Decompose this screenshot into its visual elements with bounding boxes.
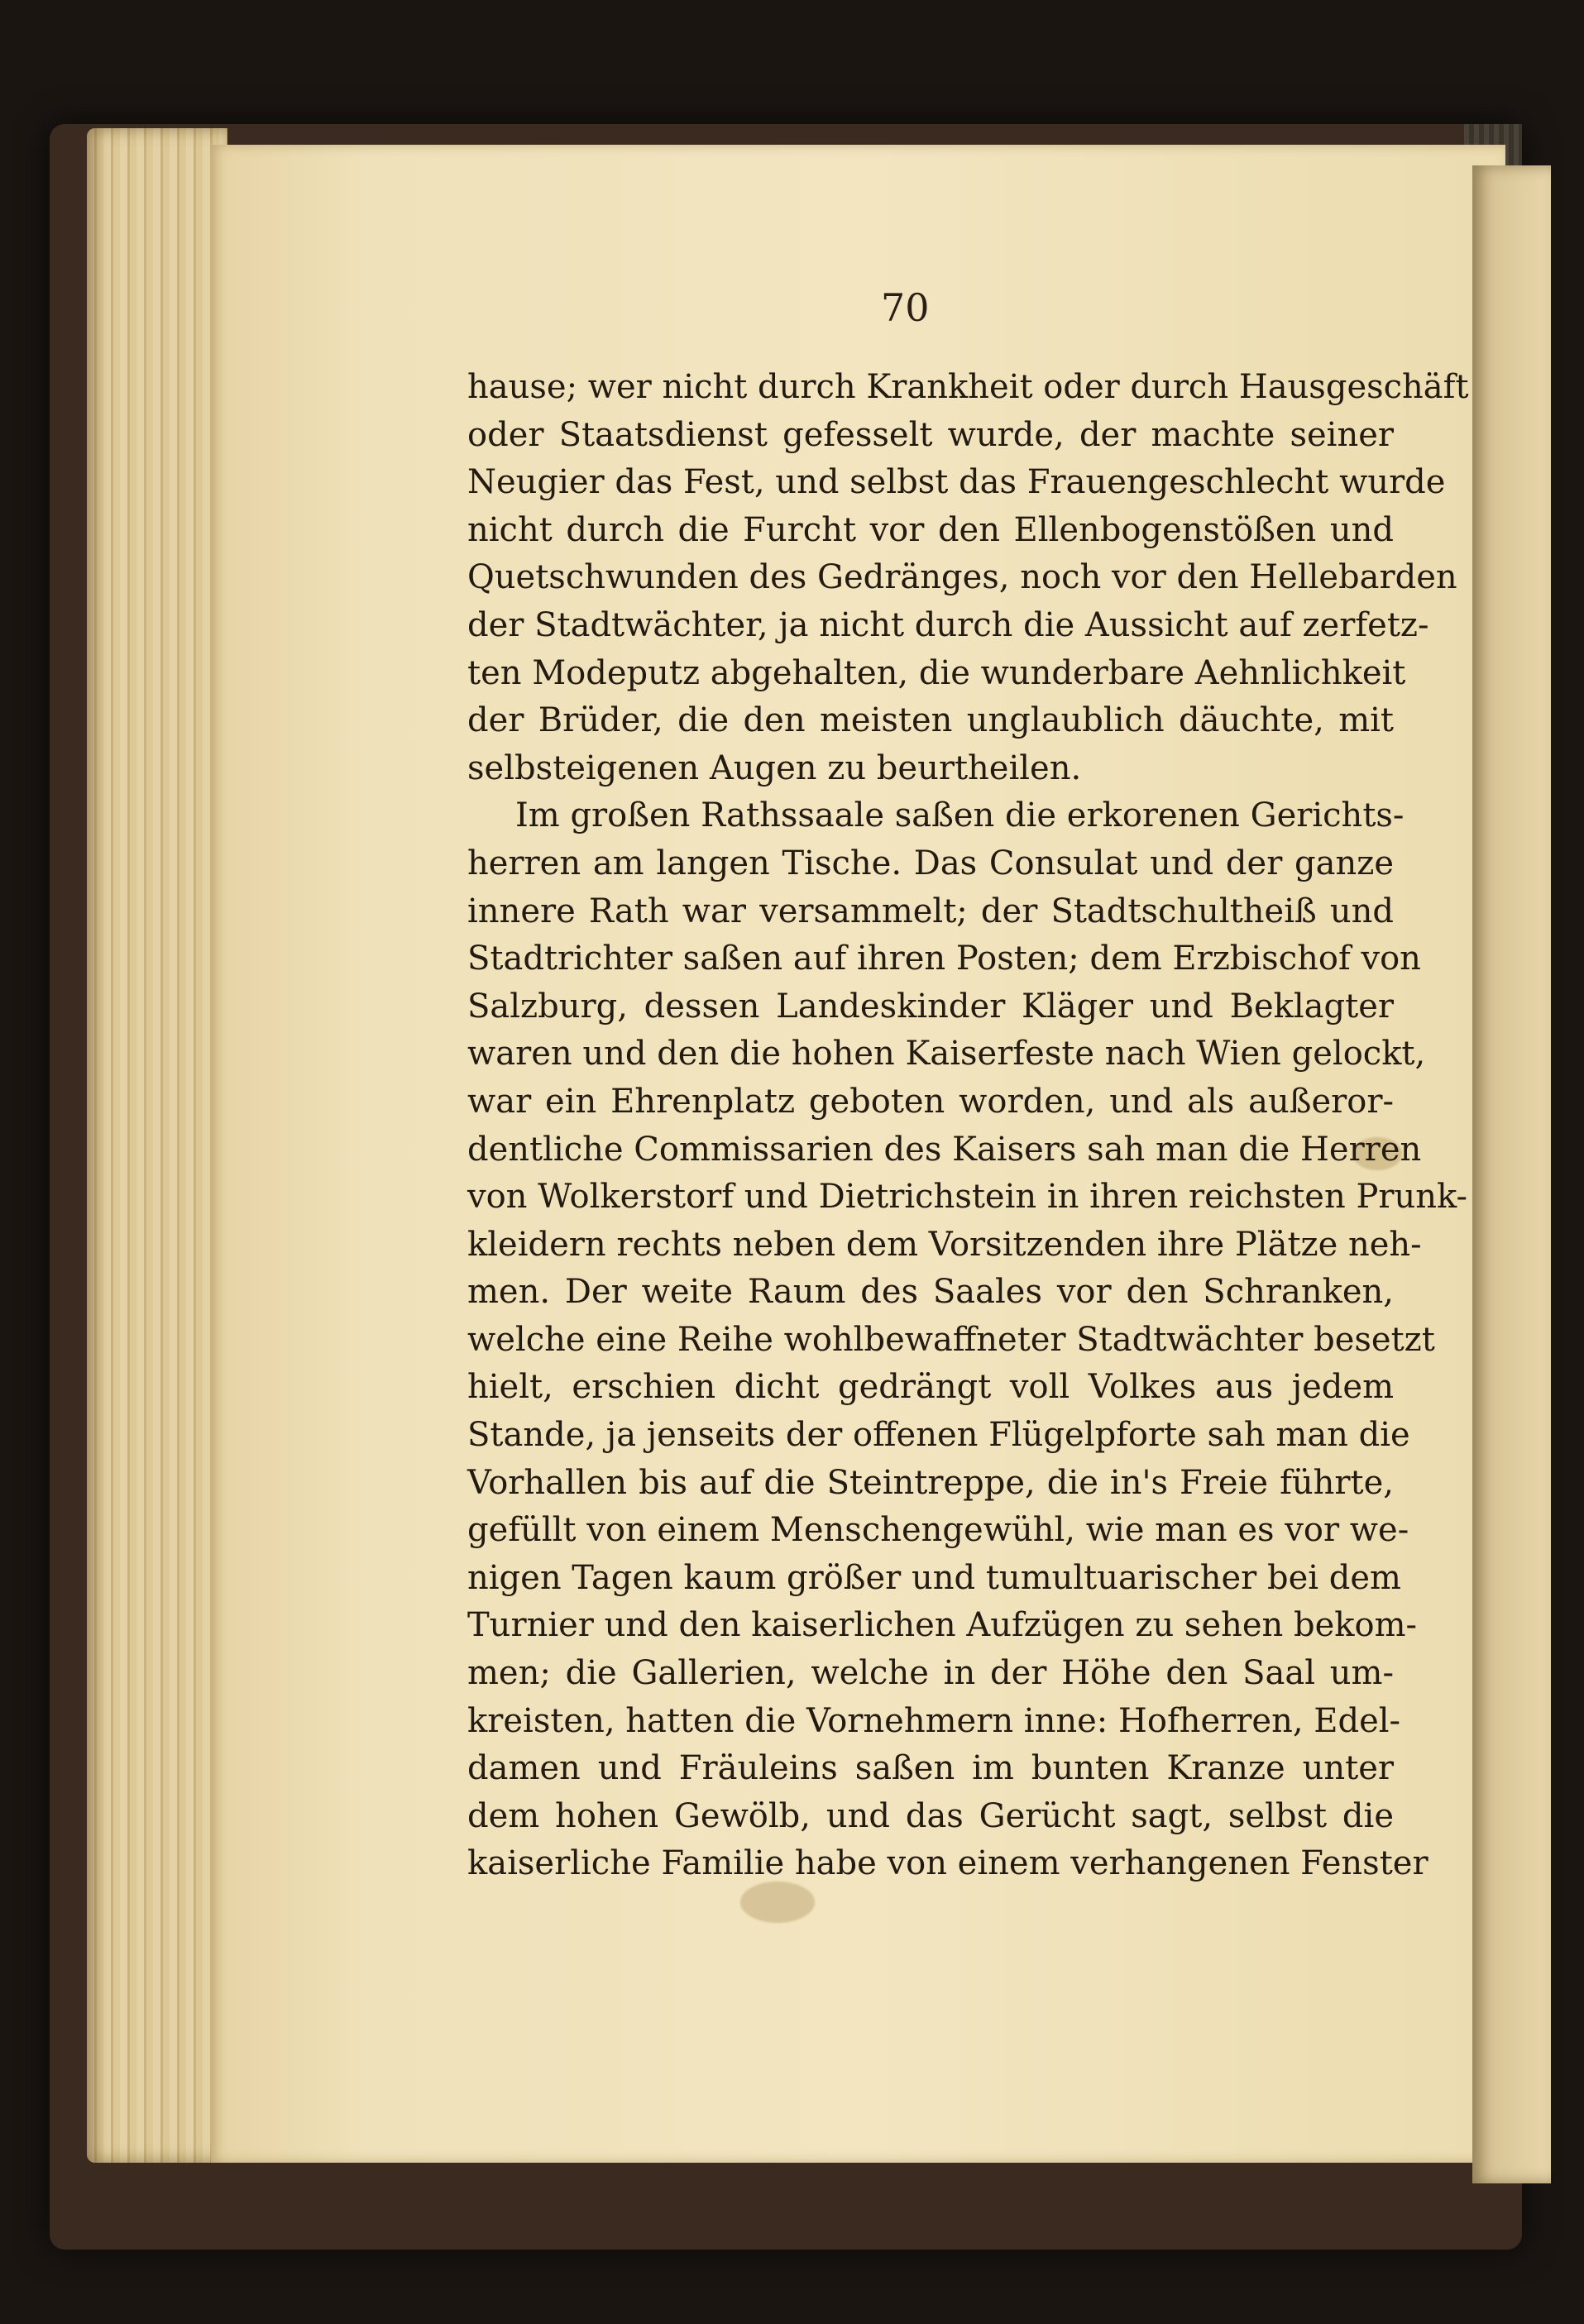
text-line: Stande, ja jenseits der offenen Flügelpforte sah man die <box>467 1416 1410 1455</box>
page-number: 70 <box>881 285 930 330</box>
text-line: herren am langen Tische. Das Consulat und der ganze <box>467 844 1394 882</box>
text-line: von Wolkerstorf und Dietrichstein in ihren reichsten Prunk- <box>467 1178 1468 1217</box>
text-line: welche eine Reihe wohlbewaffneter Stadtwächter besetzt <box>467 1320 1435 1359</box>
text-line: hielt, erschien dicht gedrängt voll Volkes aus jedem <box>467 1368 1394 1407</box>
text-line: dentliche Commissarien des Kaisers sah man die Herren <box>467 1130 1422 1169</box>
text-line: Salzburg, dessen Landeskinder Kläger und Beklagter <box>467 987 1394 1026</box>
text-line: nicht durch die Furcht vor den Ellenbogenstößen und <box>467 510 1394 549</box>
text-line: men; die Gallerien, welche in der Höhe den Saal um- <box>467 1654 1394 1693</box>
text-line: dem hohen Gewölb, und das Gerücht sagt, selbst die <box>467 1796 1394 1835</box>
text-line: hause; wer nicht durch Krankheit oder durch Hausgeschäft <box>467 368 1469 406</box>
text-line: Turnier und den kaiserlichen Aufzügen zu sehen bekom- <box>467 1606 1418 1645</box>
text-line: oder Staatsdienst gefesselt wurde, der machte seiner <box>467 415 1394 454</box>
text-line: waren und den die hohen Kaiserfeste nach Wien gelockt, <box>467 1035 1426 1074</box>
text-line: kreisten, hatten die Vornehmern inne: Hofherren, Edel- <box>467 1701 1401 1740</box>
text-line: selbsteigenen Augen zu beurtheilen. <box>467 748 1082 787</box>
text-line: nigen Tagen kaum größer und tumultuarischer bei dem <box>467 1558 1401 1597</box>
text-line: der Brüder, die den meisten unglaublich däuchte, mit <box>467 701 1394 740</box>
facing-page-edge <box>1472 165 1551 2183</box>
body-text <box>467 364 1469 1888</box>
text-line: Quetschwunden des Gedränges, noch vor den Hellebarden <box>467 558 1457 597</box>
text-line: gefüllt von einem Menschengewühl, wie man es vor we- <box>467 1511 1409 1550</box>
text-line: damen und Fräuleins saßen im bunten Kranze unter <box>467 1749 1394 1788</box>
text-line: kaiserliche Familie habe von einem verhangenen Fenster <box>467 1844 1428 1883</box>
text-line: Neugier das Fest, und selbst das Frauengeschlecht wurde <box>467 463 1446 502</box>
text-line: Im großen Rathssaale saßen die erkorenen Gerichts- <box>515 796 1405 835</box>
text-line: kleidern rechts neben dem Vorsitzenden ihre Plätze neh- <box>467 1225 1422 1264</box>
text-line: ten Modeputz abgehalten, die wunderbare Aehnlichkeit <box>467 653 1406 692</box>
text-line: Vorhallen bis auf die Steintreppe, die in's Freie führte, <box>467 1463 1394 1502</box>
text-line: war ein Ehrenplatz geboten worden, und als außeror- <box>467 1082 1394 1121</box>
text-line: der Stadtwächter, ja nicht durch die Aussicht auf zerfetz- <box>467 605 1429 644</box>
text-line: innere Rath war versammelt; der Stadtschultheiß und <box>467 892 1394 930</box>
page-edges <box>87 128 227 2163</box>
text-line: Stadtrichter saßen auf ihren Posten; dem Erzbischof von <box>467 940 1421 978</box>
text-line: men. Der weite Raum des Saales vor den Schranken, <box>467 1273 1394 1312</box>
